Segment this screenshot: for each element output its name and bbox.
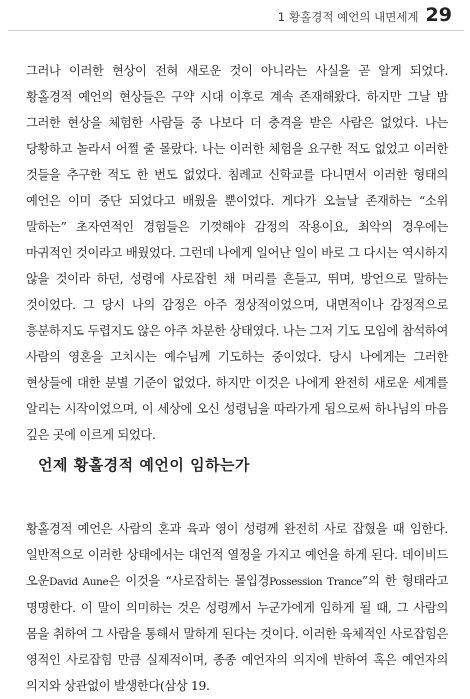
page-number: 29: [425, 4, 452, 26]
latin-name: David Aune: [49, 576, 109, 588]
header-rule: [8, 30, 464, 31]
body-paragraph-2: [26, 516, 448, 692]
latin-term: Possession Trance: [269, 576, 362, 588]
paragraph-text: ”의 한 형태라고 명명한다. 이 말이 의미하는 것은 성령께서 누군가에게 임하게 될 때, 그 사람의 몸을 취하여 그 사람을 통해서 말하게 된다는 것이다. 이러한 육체적인 사로잡힘은 영적인 사로잡힘 만큼 실제적이며, 종종 예언자의 의지에 반하여 혹은 예언자의 의지와 상관없이 발생한다(삼상 19.: [26, 574, 448, 692]
running-head: [278, 4, 452, 26]
chapter-number: 1: [277, 10, 286, 24]
paragraph-text: 은 이것을 “사로잡히는 몰입경: [108, 574, 270, 588]
section-heading: 언제 황홀경적 예언이 임하는가: [38, 456, 251, 474]
body-paragraph: 그러나 이러한 현상이 전혀 새로운 것이 아니라는 사실을 곧 알게 되었다. 황홀경적 예언의 현상들은 구약 시대 이후로 계속 존재해왔다. 하지만 그날 밤 그러한 현상을 체험한 사람들 중 나보다 더 충격을 받은 사람은 없었다. 나는 당황하고 놀라서 어쩔 줄 몰랐다. 나는 이러한 체험을 요구한 적도 없었고 이러한 것들을 추구한 적도 한 번도 없었다. 침례교 신학교를 다니면서 이러한 형태의 예언은 이미 중단 되었다고 배웠을 뿐이었다. 게다가 오늘날 존재하는 “소위 말하는” 초자연적인 경험들은 기껏해야 감정의 작용이요, 최악의 경우에는 마귀적인 것이라고 배웠었다. 그런데 나에게 일어난 일이 바로 그 다시는 역시하지 않을 것이라 하던, 성령에 사로잡힌 채 머리를 흔들고, 뛰며, 방언으로 말하는 것이었다. 그 당시 나의 감정은 아주 정상적이었으며, 내면적이나 감정적으로 흥분하지도 두렵지도 않은 아주 차분한 상태였다. 나는 그저 기도 모임에 참석하여 사람의 영혼을 고치시는 예수님께 기도하는 중이었다. 당시 나에게는 그러한 현상들에 대한 분별 기준이 없었다. 하지만 이것은 나에게 완전히 새로운 세계를 알리는 시작이었으며, 이 세상에 오신 성령님을 따라가게 됨으로써 하나님의 마음 깊은 곳에 이르게 되었다.: [26, 64, 448, 442]
chapter-title: 황홀경적 예언의 내면세계: [289, 10, 419, 24]
paragraph-text: 황홀경적 예언은 사람의 혼과 육과 영이 성령께 완전히 사로 잡혔을 때 임한다. 일반적으로 이러한 상태에서는 대언적 열정을 가지고 예언을 하게 된다. 데이비드 오운: [26, 522, 448, 588]
